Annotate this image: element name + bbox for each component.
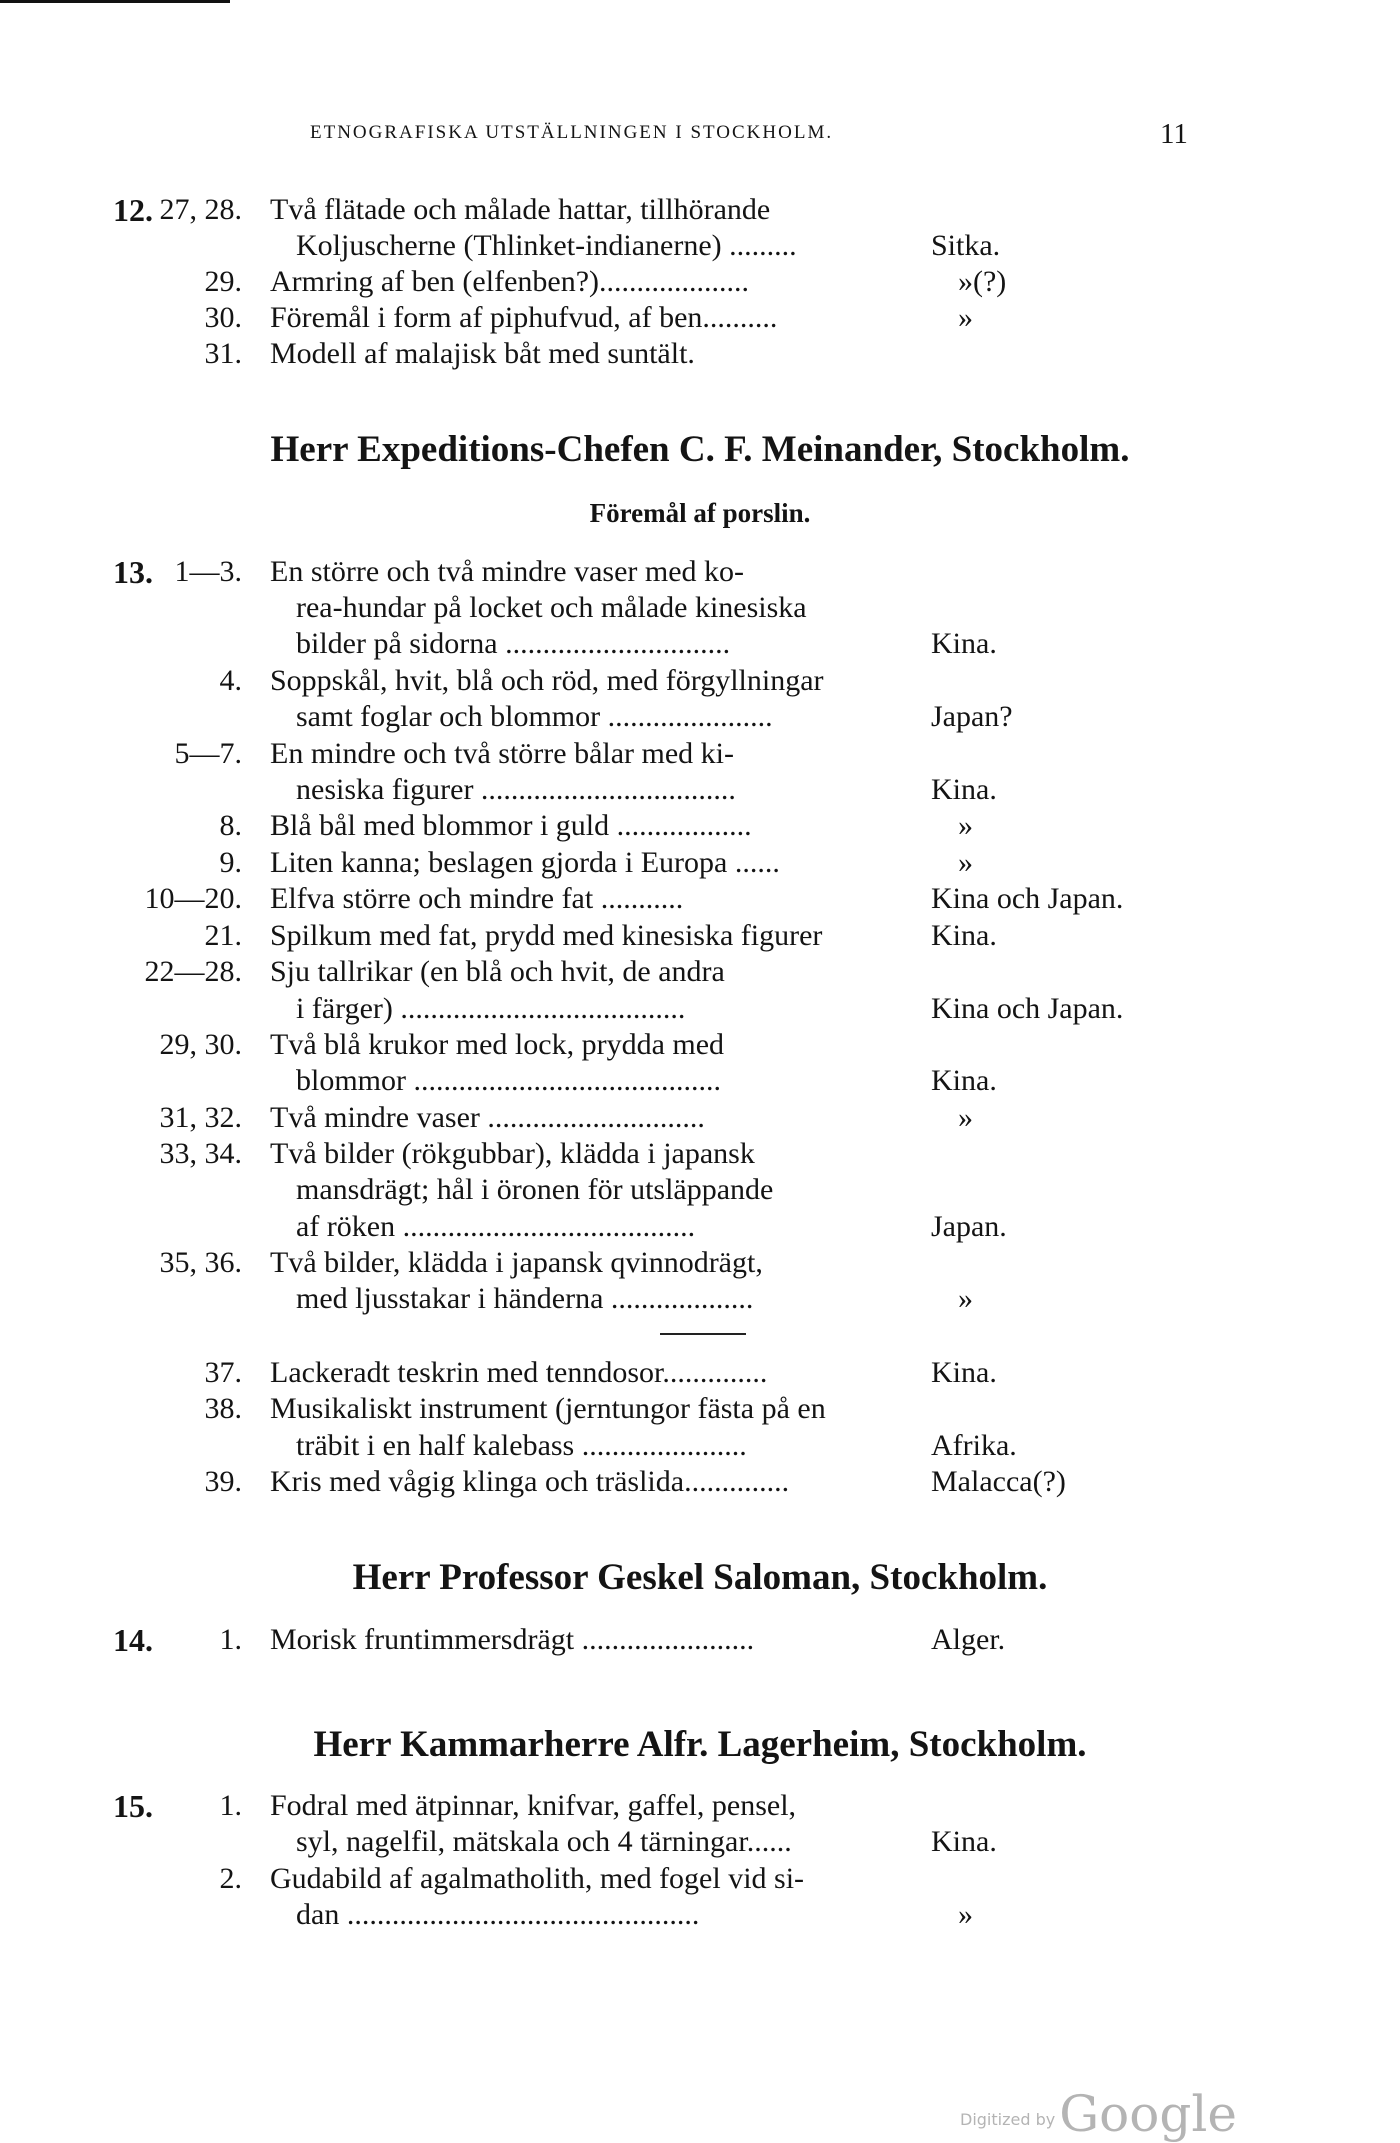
section-heading-lagerheim: Herr Kammarherre Alfr. Lagerheim, Stockholm. (313, 1724, 1087, 1765)
item-description: Två mindre vaser ............................. (270, 1101, 705, 1134)
item-number: 4. (219, 664, 242, 697)
page-number: 11 (1160, 118, 1188, 150)
item-origin: Afrika. (931, 1429, 1017, 1462)
item-description: Två bilder (rökgubbar), klädda i japansk (270, 1137, 755, 1170)
item-origin: » (958, 1101, 973, 1134)
item-origin: Kina och Japan. (931, 882, 1124, 915)
catalogue-line (0, 300, 1400, 336)
item-origin: » (958, 1282, 973, 1315)
item-origin: » (958, 301, 973, 334)
scan-edge-rule (0, 0, 230, 3)
item-description: Morisk fruntimmersdrägt ....................... (270, 1623, 755, 1656)
item-description: Lackeradt teskrin med tenndosor.............. (270, 1356, 768, 1389)
catalogue-line (0, 264, 1400, 300)
item-number: 31. (204, 337, 242, 370)
item-description: Fodral med ätpinnar, knifvar, gaffel, pensel, (270, 1789, 797, 1822)
item-origin: Kina. (931, 1064, 997, 1097)
catalogue-line (0, 336, 1400, 372)
catalogue-line (0, 736, 1400, 772)
catalogue-line (0, 1861, 1400, 1897)
catalogue-line (0, 1355, 1400, 1391)
item-origin: » (958, 846, 973, 879)
section-heading-saloman: Herr Professor Geskel Saloman, Stockholm. (352, 1557, 1048, 1598)
catalogue-line (0, 1622, 1400, 1658)
item-description: Koljuscherne (Thlinket-indianerne) ......... (296, 229, 797, 262)
item-description: träbit i en half kalebass ...................... (296, 1429, 747, 1462)
group-number: 14. (113, 1622, 153, 1658)
item-origin: Kina. (931, 1825, 997, 1858)
catalogue-line (0, 554, 1400, 590)
item-description: bilder på sidorna .............................. (296, 627, 731, 660)
item-description: En större och två mindre vaser med ko- (270, 555, 745, 588)
item-number: 1. (219, 1789, 242, 1822)
catalogue-line (0, 1897, 1400, 1933)
catalogue-line (0, 1063, 1400, 1099)
item-description: nesiska figurer .................................. (296, 773, 736, 806)
item-number: 22—28. (144, 955, 242, 988)
item-number: 27, 28. (159, 193, 242, 226)
catalogue-line (0, 954, 1400, 990)
item-origin: Kina. (931, 627, 997, 660)
item-origin: Kina. (931, 919, 997, 952)
item-description: Två blå krukor med lock, prydda med (270, 1028, 725, 1061)
item-number: 33, 34. (159, 1137, 242, 1170)
item-number: 8. (219, 809, 242, 842)
section-separator-rule (660, 1333, 746, 1335)
item-number: 37. (204, 1356, 242, 1389)
item-description: Liten kanna; beslagen gjorda i Europa ...... (270, 846, 780, 879)
item-description: Sju tallrikar (en blå och hvit, de andra (270, 955, 725, 988)
item-origin: Sitka. (931, 229, 1001, 262)
item-number: 10—20. (144, 882, 242, 915)
running-header: ETNOGRAFISKA UTSTÄLLNINGEN I STOCKHOLM. (310, 122, 834, 143)
item-description: Kris med vågig klinga och träslida.............. (270, 1465, 790, 1498)
catalogue-line (0, 1136, 1400, 1172)
catalogue-line (0, 1428, 1400, 1464)
catalogue-line (0, 1464, 1400, 1500)
catalogue-line (0, 699, 1400, 735)
item-origin: Japan. (931, 1210, 1007, 1243)
group-number: 13. (113, 554, 153, 590)
item-description: af röken ....................................... (296, 1210, 696, 1243)
group-number: 15. (113, 1788, 153, 1824)
item-origin: » (958, 809, 973, 842)
item-description: Elfva större och mindre fat ........... (270, 882, 684, 915)
section-heading-meinander: Herr Expeditions-Chefen C. F. Meinander, Stockholm. (270, 429, 1130, 470)
catalogue-line (0, 991, 1400, 1027)
catalogue-line (0, 918, 1400, 954)
item-number: 2. (219, 1862, 242, 1895)
item-description: rea-hundar på locket och målade kinesiska (296, 591, 807, 624)
item-number: 5—7. (174, 737, 242, 770)
item-origin: Alger. (931, 1623, 1006, 1656)
item-description: Spilkum med fat, prydd med kinesiska figurer (270, 919, 823, 952)
item-description: Gudabild af agalmatholith, med fogel vid si- (270, 1862, 805, 1895)
catalogue-line (0, 663, 1400, 699)
item-number: 29. (204, 265, 242, 298)
item-description: i färger) ...................................... (296, 992, 686, 1025)
catalogue-line (0, 808, 1400, 844)
item-number: 39. (204, 1465, 242, 1498)
catalogue-line (0, 626, 1400, 662)
item-description: Musikaliskt instrument (jerntungor fästa på en (270, 1392, 826, 1425)
item-description: En mindre och två större bålar med ki- (270, 737, 735, 770)
item-number: 35, 36. (159, 1246, 242, 1279)
item-origin: Kina. (931, 1356, 997, 1389)
item-description: Blå bål med blommor i guld .................. (270, 809, 752, 842)
item-description: Föremål i form af piphufvud, af ben.......... (270, 301, 778, 334)
catalogue-line (0, 1027, 1400, 1063)
item-description: Soppskål, hvit, blå och röd, med förgyllningar (270, 664, 824, 697)
catalogue-line (0, 1209, 1400, 1245)
item-number: 9. (219, 846, 242, 879)
item-description: mansdrägt; hål i öronen för utsläppande (296, 1173, 774, 1206)
catalogue-line (0, 772, 1400, 808)
item-number: 31, 32. (159, 1101, 242, 1134)
item-description: samt foglar och blommor ...................... (296, 700, 773, 733)
item-description: Två flätade och målade hattar, tillhörande (270, 193, 771, 226)
subsection-heading-porslin: Föremål af porslin. (589, 498, 811, 528)
catalogue-line (0, 1245, 1400, 1281)
catalogue-line (0, 845, 1400, 881)
item-number: 30. (204, 301, 242, 334)
item-description: Två bilder, klädda i japansk qvinnodrägt, (270, 1246, 763, 1279)
item-description: Armring af ben (elfenben?).................... (270, 265, 750, 298)
item-description: dan ............................................... (296, 1898, 700, 1931)
catalogue-line (0, 590, 1400, 626)
catalogue-line (0, 1824, 1400, 1860)
item-description: Modell af malajisk båt med suntält. (270, 337, 695, 370)
item-origin: Kina och Japan. (931, 992, 1124, 1025)
item-origin: »(?) (958, 265, 1007, 298)
catalogue-line (0, 228, 1400, 264)
item-number: 1—3. (174, 555, 242, 588)
item-description: med ljusstakar i händerna ................... (296, 1282, 754, 1315)
item-description: blommor ......................................... (296, 1064, 721, 1097)
catalogue-line (0, 192, 1400, 228)
item-number: 1. (219, 1623, 242, 1656)
item-origin: Malacca(?) (931, 1465, 1066, 1498)
item-number: 21. (204, 919, 242, 952)
catalogue-line (0, 1281, 1400, 1317)
item-description: syl, nagelfil, mätskala och 4 tärningar...... (296, 1825, 792, 1858)
digitized-by-google-watermark: Digitized by Google (960, 2085, 1237, 2143)
catalogue-line (0, 1391, 1400, 1427)
item-number: 38. (204, 1392, 242, 1425)
catalogue-line (0, 881, 1400, 917)
item-origin: » (958, 1898, 973, 1931)
item-origin: Kina. (931, 773, 997, 806)
catalogue-line (0, 1172, 1400, 1208)
catalogue-line (0, 1100, 1400, 1136)
group-number: 12. (113, 192, 153, 228)
item-origin: Japan? (931, 700, 1013, 733)
catalogue-line (0, 1788, 1400, 1824)
item-number: 29, 30. (159, 1028, 242, 1061)
